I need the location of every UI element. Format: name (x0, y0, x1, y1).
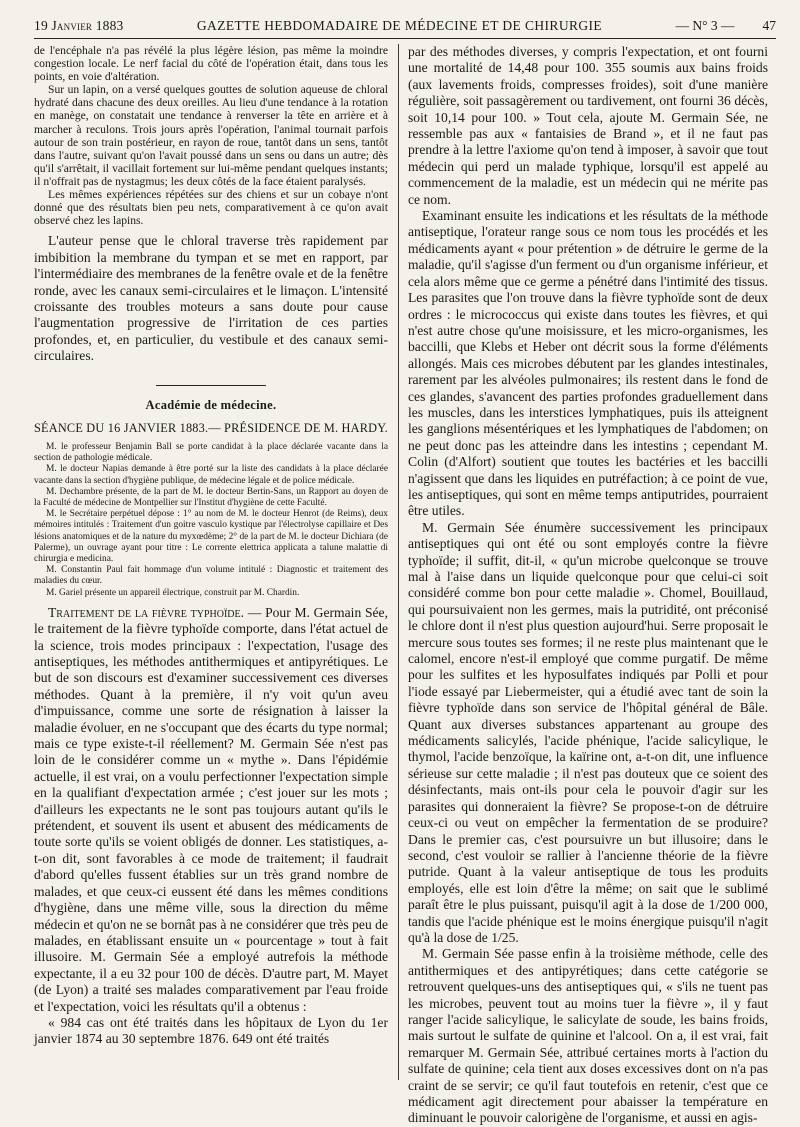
paragraph: Les mêmes expériences répétées sur des chiens et sur un cobaye n'ont donné que des résultats bien peu nets, comparativement à ce qu'on avait observé chez les lapins. (34, 188, 388, 228)
section-heading: Académie de médecine. (145, 397, 277, 412)
column-divider (398, 44, 399, 1080)
issue-number: — N° 3 — (675, 18, 735, 33)
running-header (34, 14, 776, 39)
session-line: SÉANCE DU 16 JANVIER 1883.— PRÉSIDENCE DE M. HARDY. (34, 420, 388, 435)
left-column (34, 44, 388, 1081)
page-number: 47 (762, 18, 776, 33)
subsection-lead: Traitement de la fièvre typhoïde. (48, 604, 245, 620)
note: M. Gariel présente un appareil électrique, construit par M. Chardin. (46, 587, 300, 598)
paragraph: M. Germain Sée passe enfin à la troisième méthode, celle des antithermiques et des antipyrétiques; dans cette catégorie se retrouvent quelques-uns des antiseptiques qui, « s'ils ne tuent pas les microbes, peuvent tout au moins tuer la fièvre », il y faut ranger l'acide salicylique, le salicylate de soude, les bains froids, mais surtout le sulfate de quinine et l'alcool. On a, il est vrai, fait remarquer M. Germain Sée, attribué certaines morts à l'action du sulfate de quinine; cela tient aux doses excessives dont on n'a pas craint de se servir; ce qu'il faut toutefois en retenir, c'est que ce médicament agit directement pour abaisser la température en diminuant le pouvoir calorigène de l'organisme, et aussi en agis- (408, 946, 768, 1126)
header-date: 19 Janvier 1883 (34, 18, 124, 33)
paragraph: M. Germain Sée énumère successivement les principaux antiseptiques qui ont été ou sont employés contre la fièvre typhoïde; il suffit, dit-il, « qu'un microbe quelconque se trouve mal à l'aise dans un liquide quelconque pour que celui-ci soit considéré comme bon pour cette maladie ». Chomel, Bouillaud, qui poursuivaient non les germes, mais la putridité, ont préconisé le chlore dont il n'est plus question aujourd'hui. Serre proposait le mercure sous toutes ses formes; il ne reste plus maintenant que le calomel, encore n'est-il employé que comme purgatif. De même pour les sulfites et les hyposulfates indiqués par Polli et pour l'iode essayé par Liebermeister, qui a étudié avec tant de soin la fièvre typhoïde dans son service de l'hôpital général de Bâle. Quant aux diverses substances appartenant au groupe des médicaments salicylés, l'acide phénique, l'acide salicylique, le thymol, l'acide benzoïque, la kaïrine ont, a-t-on dit, une influence sérieuse sur cette maladie ; il n'est pas douteux que ce soient des désinfectants, mais ont-ils pour cela le pouvoir d'agir sur les parasites qui donneraient la fièvre? Se propose-t-on de détruire ceux-ci ou veut on empêcher la fermentation de se produire? Dans le premier cas, c'est poursuivre un but illusoire; dans le second, c'est vouloir se rallier à l'ancienne théorie de la fièvre putride. Quant à la valeur antiseptique de tous les produits employés, elle est loin d'être la même; on sait que le sublimé paraît être le plus puissant, puisqu'il agit à la dose de 1/200 000, tandis que l'acide phénique est le moins énergique puisqu'il n'agit qu'à la dose de 1/25. (408, 519, 768, 945)
paragraph-text: — Pour M. Germain Sée, le traitement de la fièvre typhoïde comporte, dans l'état actuel de la science, trois modes principaux : l'expectation, l'usage des antiseptiques, les méthodes antithermiques et antipyrétiques. Le but de son discours est d'examiner successivement ces diverses méthodes. Quant à la première, il n'y voit qu'un aveu d'impuissance, comme une sorte de résignation à laisser la maladie évoluer, en ne s'occupant que des écarts du type normal; mais ce type existe-t-il réellement? M. Germain Sée n'est pas loin de le considérer comme un « mythe ». Dans l'épidémie actuelle, il est vrai, on a voulu perfectionner l'expectation simple en la qualifiant d'expectation armée ; c'est jouer sur les mots ; d'ailleurs les expectants ne le sont pas toujours autant qu'ils le prétendent, et souvent ils usent et abusent des médicaments de toute sorte qu'ils se voient obligés de donner. Les statistiques, a-t-on dit, sont favorables à ce mode de traitement; il faudrait d'abord qu'elles fussent établies sur un très grand nombre de malades, et que ceux-ci eussent été dans les mêmes conditions d'hygiène, dans une même ville, sous la direction du même médecin et qu'on ne se bornât pas à ne considérer que très peu de malades, en établissant ensuite un « pourcentage » tout à fait illusoire. M. Germain Sée a employé autrefois la méthode expectante, il a eu 32 pour 100 de décès. D'autre part, M. Mayet (de Lyon) a traité ses malades comparativement par l'eau froide et l'expectation, voici les résultats qu'il a obtenus : (34, 604, 388, 1014)
paragraph: « 984 cas ont été traités dans les hôpitaux de Lyon du 1er janvier 1874 au 30 septembre 1876. 649 ont été traités (34, 1014, 388, 1047)
journal-title: GAZETTE HEBDOMADAIRE DE MÉDECINE ET DE CHIRURGIE (196, 18, 603, 33)
note: M. le Secrétaire perpétuel dépose : 1° au nom de M. le docteur Henrot (de Reims), deux mémoires intitulés : Traitement d'un goitre vasculo kystique par l'électrolyse capillaire et Des lésions anatomiques et de la nature du myxœdème; 2° de la part de M. le docteur Dichiara (de Palerme), un ouvrage ayant pour titre : Le corrente elettrica applicata a talune malattie di chirurgia e medicina. (34, 509, 388, 564)
paragraph: par des méthodes diverses, y compris l'expectation, et ont fourni une mortalité de 14,48 pour 100. 355 soumis aux bains froids (aux lavements froids, compresses froides), soit d'une manière régulière, soit passagèrement ou tardivement, ont fourni 36 décès, soit 10,14 pour 100. » Tout cela, ajoute M. Germain Sée, ne ressemble pas aux « fantaisies de Brand », et il ne faut pas prendre à la lettre l'axiome qu'on tend à imposer, à savoir que tout médecin qui perd un malade typhique, lorsqu'il est appelé au commencement de la maladie, est un médecin qui ne mérite pas ce nom. (408, 44, 768, 207)
right-column (408, 44, 768, 1126)
paragraph: Sur un lapin, on a versé quelques gouttes de solution aqueuse de chloral hydraté dans chacune des deux oreilles. Au lieu d'une tendance à la rotation en manège, on constatait une tendance à renverser la tête en arrière et à marcher à reculons. Trois jours après l'opération, l'animal tournait parfois autour de son train postérieur, en rayon de roue, tantôt dans un sens, tantôt dans l'autre, suivant qu'on l'avait poussé dans un sens ou dans un autre; dès qu'il s'arrêtait, il vacillait fortement sur lui-même pendant quelques instants; il n'offrait pas de nystagmus; les deux côtés de la face étaient paralysés. (34, 83, 388, 188)
note: M. Constantin Paul fait hommage d'un volume intitulé : Diagnostic et traitement des maladies du cœur. (34, 565, 388, 587)
note: M. le docteur Napias demande à être porté sur la liste des candidats à la place déclarée vacante dans la section d'hygiène publique, de médecine légale et de police médicale. (34, 464, 388, 486)
note: M. Dechambre présente, de la part de M. le docteur Bertin-Sans, un Rapport au doyen de la Faculté de médecine de Montpellier sur l'Institut d'hygiène de cette Faculté. (34, 486, 388, 508)
paragraph: Examinant ensuite les indications et les résultats de la méthode antiseptique, l'orateur range sous ce nom tous les procédés et les médicaments ayant « pour prétention » de détruire le germe de la maladie, qu'il s'agisse d'un ferment ou d'un organisme inférieur, et cela alors même que ce germe a pénétré dans l'intimité des tissus. Les parasites que l'on trouve dans la fièvre typhoïde sont de deux ordres : le micrococcus qui existe dans toutes les fièvres, et qui n'est autre chose qu'une moisissure, et les micro-organismes, les baccilli, que Klebs et Heber ont décrit sous la forme d'éléments allongés. Mais ces microbes débutent par les glandes intestinales, rarement par les alvéoles pulmonaires; ils restent dans le fond de ces glandes, s'avancent des parties profondes graduellement dans les muscles, dans les interstices lymphatiques, puis ils atteignent les ganglions mésentériques et les lymphatiques de l'abdomen; on ne peut donc pas les atteindre dans les intestins ; cependant M. Colin (d'Alfort) soutient que toutes les bactéries et les baccilli n'agissent que dans les liquides en putréfaction; à ce point de vue, les antiseptiques, qui sont en même temps antiputrides, pourraient être utiles. (408, 208, 768, 519)
note: M. le professeur Benjamin Ball se porte candidat à la place déclarée vacante dans la section de pathologie médicale. (34, 441, 388, 464)
paragraph (34, 605, 388, 1015)
section-rule (156, 385, 266, 386)
paragraph: L'auteur pense que le chloral traverse très rapidement par imbibition la membrane du tympan et se met en rapport, par l'intermédiaire des membranes de la fenêtre ovale et de la fenêtre ronde, avec les canaux semi-circulaires et le limaçon. L'intensité croissante des troubles moteurs a sans doute pour cause l'augmentation progressive de l'irritation de ces parties profondes, et, en particulier, du vestibule et des canaux semi-circulaires. (34, 233, 388, 364)
header-numbering (675, 18, 776, 34)
paragraph: de l'encéphale n'a pas révélé la plus légère lésion, pas même la moindre congestion locale. Le nerf facial du côté de l'opération était, dans tous les points, en voie d'altération. (34, 44, 388, 84)
